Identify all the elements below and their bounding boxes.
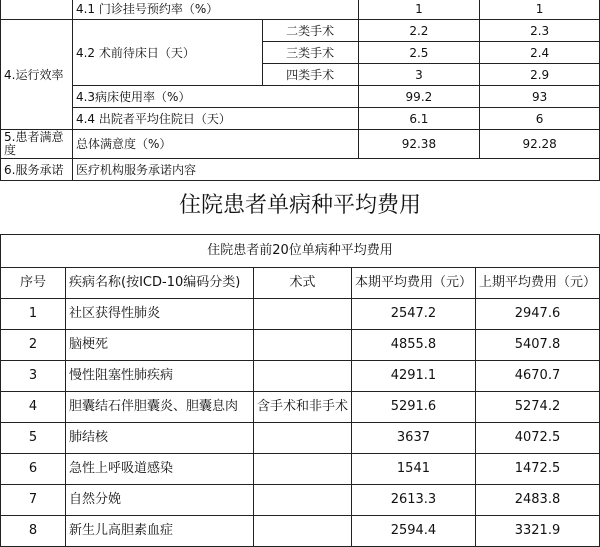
row-disease: 新生儿高胆素血症 [66,516,254,547]
row-surgery [253,485,351,516]
row-current: 2594.4 [351,516,475,547]
surgery-class: 三类手术 [262,42,358,64]
previous-value: 92.28 [480,130,600,159]
row-current: 4855.8 [351,330,475,361]
row-current: 2547.2 [351,299,475,330]
current-value: 99.2 [358,86,480,108]
header-surgery: 术式 [253,268,351,299]
row-seq: 6 [1,454,66,485]
indicator-label: 医疗机构服务承诺内容 [72,159,599,181]
surgery-class: 二类手术 [262,20,358,42]
row-previous: 2483.8 [475,485,599,516]
row-seq: 8 [1,516,66,547]
current-value: 2.2 [358,20,480,42]
row-current: 2613.3 [351,485,475,516]
row-surgery [253,516,351,547]
row-disease: 脑梗死 [66,330,254,361]
row-current: 1541 [351,454,475,485]
row-previous: 5274.2 [475,392,599,423]
row-surgery [253,299,351,330]
surgery-class: 四类手术 [262,64,358,86]
indicator-label: 4.3病床使用率（%） [72,86,358,108]
row-surgery [253,423,351,454]
previous-value: 6 [480,108,600,130]
header-seq: 序号 [1,268,66,299]
table-row [1,392,600,423]
row-seq: 3 [1,361,66,392]
current-value: 6.1 [358,108,480,130]
row-disease: 肺结核 [66,423,254,454]
row-seq: 5 [1,423,66,454]
current-value: 92.38 [358,130,480,159]
disease-cost-table [0,234,600,547]
section-label: 5.患者满意度 [1,130,73,159]
row-surgery [253,330,351,361]
section-title: 住院患者单病种平均费用 [178,193,421,218]
row-previous: 3321.9 [475,516,599,547]
row-previous: 1472.5 [475,454,599,485]
table-row [1,299,600,330]
table-row [1,130,600,159]
row-previous: 4670.7 [475,361,599,392]
indicator-label: 4.1 门诊挂号预约率（%） [72,0,358,20]
row-current: 3637 [351,423,475,454]
previous-value: 2.4 [480,42,600,64]
current-value: 2.5 [358,42,480,64]
row-surgery [253,361,351,392]
header-current: 本期平均费用（元） [351,268,475,299]
table-row [1,86,600,108]
section-cell [1,0,73,20]
row-disease: 自然分娩 [66,485,254,516]
table-row [1,454,600,485]
row-current: 4291.1 [351,361,475,392]
current-value: 3 [358,64,480,86]
indicator-label: 4.2 术前待床日（天） [72,20,262,86]
header-previous: 上期平均费用（元） [475,268,599,299]
row-seq: 2 [1,330,66,361]
table-subtitle: 住院患者前20位单病种平均费用 [1,235,600,268]
indicator-table [0,0,600,181]
row-previous: 5407.8 [475,330,599,361]
previous-value: 93 [480,86,600,108]
row-previous: 2947.6 [475,299,599,330]
previous-value: 2.9 [480,64,600,86]
table-row [1,0,600,20]
table-row [1,330,600,361]
row-seq: 7 [1,485,66,516]
row-surgery: 含手术和非手术 [253,392,351,423]
table-header-row [1,268,600,299]
indicator-label: 总体满意度（%） [72,130,358,159]
table-row [1,361,600,392]
row-disease: 急性上呼吸道感染 [66,454,254,485]
row-surgery [253,454,351,485]
current-value: 1 [358,0,480,20]
row-current: 5291.6 [351,392,475,423]
row-disease: 胆囊结石伴胆囊炎、胆囊息肉 [66,392,254,423]
section-label: 4.运行效率 [1,20,73,130]
row-disease: 社区获得性肺炎 [66,299,254,330]
table-row [1,485,600,516]
table-row [1,423,600,454]
row-previous: 4072.5 [475,423,599,454]
indicator-label: 4.4 出院者平均住院日（天） [72,108,358,130]
table-row [1,235,600,268]
table-row [1,20,600,42]
previous-value: 2.3 [480,20,600,42]
section-label: 6.服务承诺 [1,159,73,181]
row-seq: 4 [1,392,66,423]
table-row [1,108,600,130]
header-disease: 疾病名称(按ICD-10编码分类) [66,268,254,299]
previous-value: 1 [480,0,600,20]
row-disease: 慢性阻塞性肺疾病 [66,361,254,392]
table-row [1,516,600,547]
row-seq: 1 [1,299,66,330]
